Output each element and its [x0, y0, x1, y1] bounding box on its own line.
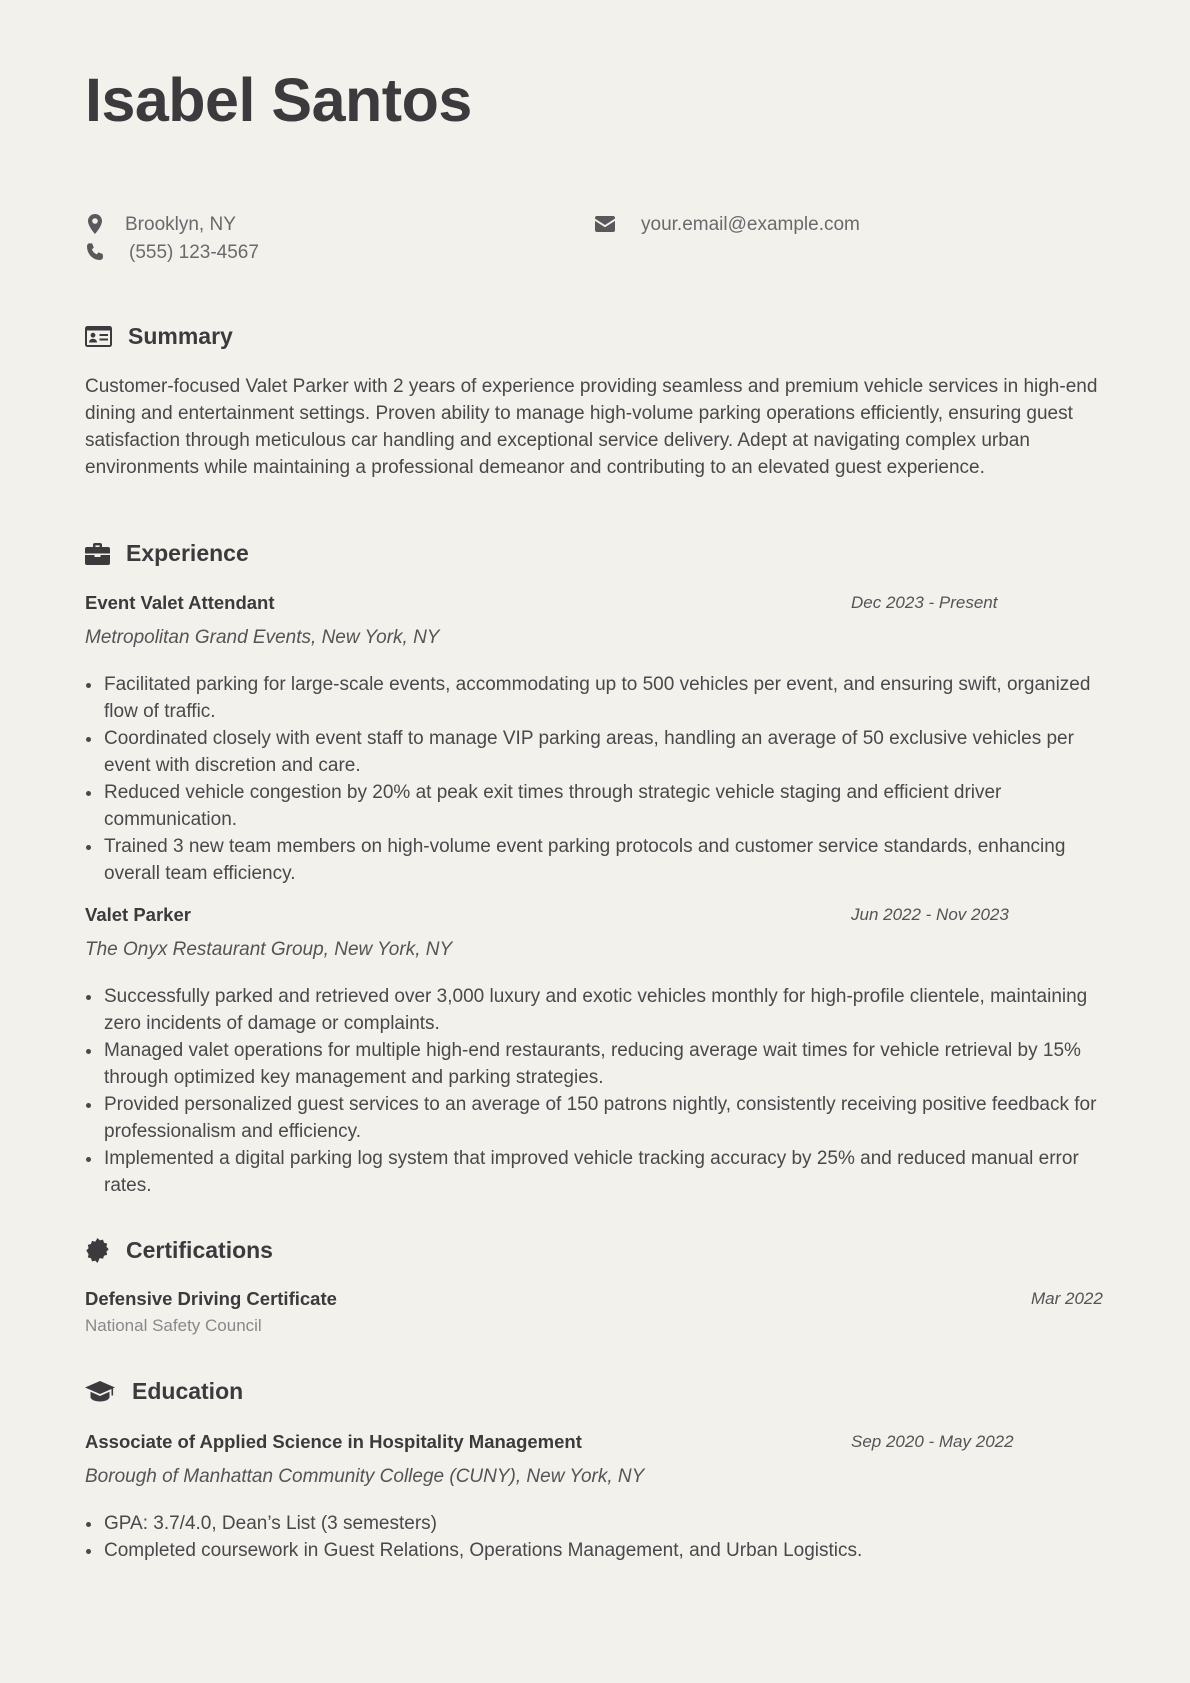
bullet-item: Managed valet operations for multiple high-end restaurants, reducing average wait times for vehicle retrieval by 15% through optimized key management and parking strategies.	[85, 1037, 1110, 1091]
job-dates: Jun 2022 - Nov 2023	[851, 905, 1009, 924]
location-text: Brooklyn, NY	[125, 213, 236, 235]
cert-title: Defensive Driving Certificate	[85, 1288, 337, 1309]
education-heading	[85, 1380, 243, 1403]
education-dates: Sep 2020 - May 2022	[851, 1432, 1014, 1451]
candidate-name: Isabel Santos	[85, 66, 472, 134]
job-bullets	[85, 983, 1110, 1199]
experience-heading-text: Experience	[126, 540, 249, 566]
bullet-item: Facilitated parking for large-scale events, accommodating up to 500 vehicles per event, and ensuring swift, organized flow of traffic.	[85, 671, 1110, 725]
phone-text[interactable]: (555) 123-4567	[129, 241, 259, 263]
certifications-heading-text: Certifications	[126, 1237, 273, 1263]
bullet-item: Completed coursework in Guest Relations, Operations Management, and Urban Logistics.	[85, 1537, 1110, 1564]
bullet-item: Provided personalized guest services to an average of 150 patrons nightly, consistently receiving positive feedback for professionalism and efficiency.	[85, 1091, 1110, 1145]
bullet-item: Successfully parked and retrieved over 3,000 luxury and exotic vehicles monthly for high-profile clientele, maintaining zero incidents of damage or complaints.	[85, 983, 1110, 1037]
experience-heading	[85, 542, 249, 565]
summary-text: Customer-focused Valet Parker with 2 years of experience providing seamless and premium vehicle services in high-end dining and entertainment settings. Proven ability to manage high-volume parking operations efficiently, ensuring guest satisfaction through meticulous car handling and exceptional service delivery. Adept at navigating complex urban environments while maintaining a professional demeanor and contributing to an elevated guest experience.	[85, 376, 1098, 478]
bullet-item: Trained 3 new team members on high-volume event parking protocols and customer service standards, enhancing overall team efficiency.	[85, 833, 1110, 887]
certifications-heading	[85, 1238, 273, 1263]
bullet-item: Implemented a digital parking log system that improved vehicle tracking accuracy by 25% and reduced manual error rates.	[85, 1145, 1110, 1199]
job-bullets	[85, 671, 1110, 887]
graduation-cap-icon	[85, 1381, 115, 1403]
map-marker-icon	[85, 214, 105, 234]
id-card-icon	[85, 326, 112, 347]
cert-issuer: National Safety Council	[85, 1316, 262, 1335]
bullet-item: Coordinated closely with event staff to manage VIP parking areas, handling an average of 50 exclusive vehicles per event with discretion and care.	[85, 725, 1110, 779]
contact-email	[595, 214, 860, 234]
education-bullets	[85, 1510, 1110, 1564]
job-organization: Metropolitan Grand Events, New York, NY	[85, 627, 440, 648]
summary-heading	[85, 325, 233, 348]
envelope-icon	[595, 214, 615, 234]
bullet-item: GPA: 3.7/4.0, Dean’s List (3 semesters)	[85, 1510, 1110, 1537]
email-link[interactable]: your.email@example.com	[641, 213, 860, 235]
contact-location	[85, 214, 236, 234]
bullet-item: Reduced vehicle congestion by 20% at peak exit times through strategic vehicle staging and efficient driver communication.	[85, 779, 1110, 833]
phone-icon	[85, 242, 105, 262]
job-title: Event Valet Attendant	[85, 592, 275, 613]
degree-title: Associate of Applied Science in Hospitality Management	[85, 1431, 582, 1452]
cert-date: Mar 2022	[1031, 1289, 1103, 1308]
certificate-icon	[85, 1238, 110, 1263]
job-dates: Dec 2023 - Present	[851, 593, 998, 612]
job-organization: The Onyx Restaurant Group, New York, NY	[85, 939, 453, 960]
job-title: Valet Parker	[85, 904, 191, 925]
contact-phone	[85, 242, 259, 262]
education-heading-text: Education	[132, 1378, 244, 1404]
briefcase-icon	[85, 543, 110, 565]
summary-heading-text: Summary	[128, 323, 233, 349]
school-name: Borough of Manhattan Community College (CUNY), New York, NY	[85, 1466, 645, 1487]
